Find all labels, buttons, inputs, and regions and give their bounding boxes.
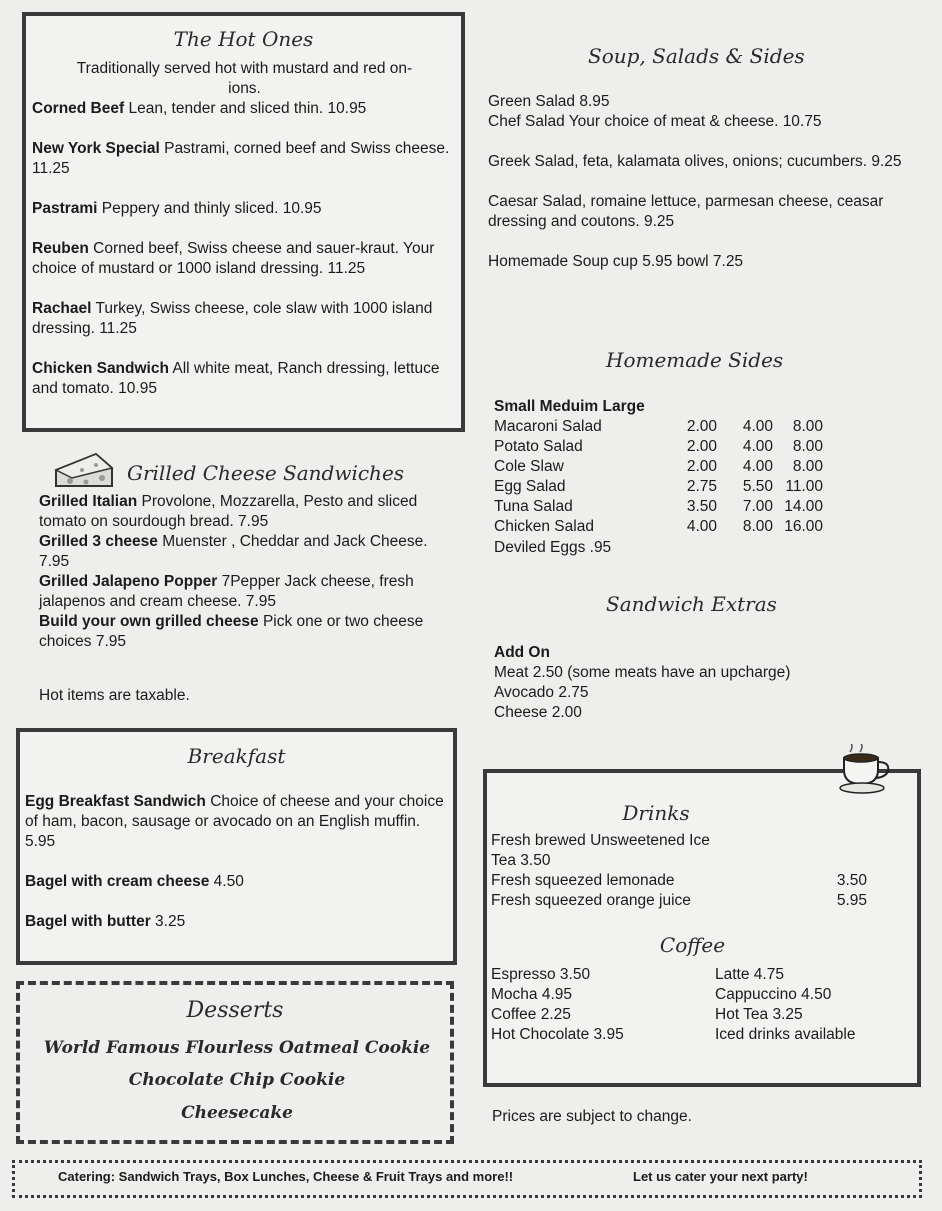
menu-item-new-york-special <box>32 139 452 179</box>
side-price: 4.00 <box>742 438 773 455</box>
sides-row <box>494 477 823 497</box>
hot-ones-intro <box>32 59 457 99</box>
item-name: Reuben <box>32 240 89 257</box>
add-on-label: Add On <box>494 644 550 661</box>
caesar-salad: Caesar Salad, romaine lettuce, parmesan cheese, ceasar dressing and coutons. 9.25 <box>488 193 884 230</box>
coffee-item: Cappuccino 4.50 <box>715 986 832 1003</box>
side-name: Egg Salad <box>494 478 566 495</box>
coffee-item: Espresso 3.50 <box>491 966 591 983</box>
item-desc: Turkey, Swiss cheese, cole slaw with 1000 island dressing. 11.25 <box>32 300 433 337</box>
soups-salads-list <box>488 92 918 272</box>
drink-name: Fresh squeezed lemonade <box>491 872 675 889</box>
item-name: Corned Beef <box>32 100 125 117</box>
deviled-eggs: Deviled Eggs .95 <box>494 539 612 556</box>
greek-salad: Greek Salad, feta, kalamata olives, onions; cucumbers. 9.25 <box>488 153 902 170</box>
side-name: Chicken Salad <box>494 518 594 535</box>
sides-row <box>494 457 823 477</box>
item-desc: Muenster , Cheddar and Jack Cheese. 7.95 <box>39 533 428 570</box>
drink-iced-tea: Fresh brewed Unsweetened Ice <box>491 832 710 849</box>
homemade-sides-title: Homemade Sides <box>606 348 784 372</box>
item-name: Bagel with butter <box>25 913 151 930</box>
side-price: 2.00 <box>686 418 717 435</box>
side-price: 4.00 <box>742 458 773 475</box>
menu-item-bagel-butter <box>25 912 445 932</box>
dessert-oatmeal-cookie: World Famous Flourless Oatmeal Cookie <box>43 1038 431 1058</box>
sides-header <box>494 397 645 417</box>
soups-salads-title: Soup, Salads & Sides <box>588 44 805 68</box>
drink-price: 5.95 <box>836 892 867 909</box>
side-price: 7.00 <box>742 498 773 515</box>
catering-text: Catering: Sandwich Trays, Box Lunches, Cheese & Fruit Trays and more!! <box>58 1169 514 1184</box>
item-name: Chicken Sandwich <box>32 360 169 377</box>
side-price: 2.00 <box>686 438 717 455</box>
item-name: Grilled 3 cheese <box>39 533 158 550</box>
hot-ones-list <box>32 99 452 399</box>
side-price: 2.00 <box>686 458 717 475</box>
coffee-item: Hot Chocolate 3.95 <box>491 1026 624 1043</box>
breakfast-title: Breakfast <box>187 744 286 768</box>
grilled-cheese-list <box>39 492 444 652</box>
hot-ones-title: The Hot Ones <box>173 27 314 51</box>
side-name: Tuna Salad <box>494 498 573 515</box>
item-desc: Choice of cheese and your choice of ham, bacon, sausage or avocado on an English muffin. 5.95 <box>25 793 444 850</box>
side-price: 4.00 <box>686 518 717 535</box>
hot-ones-intro-line-2: ions. <box>228 80 261 97</box>
prices-note: Prices are subject to change. <box>492 1108 692 1125</box>
item-desc: Corned beef, Swiss cheese and sauer-kraut. Your choice of mustard or 1000 island dressing. 11.25 <box>32 240 435 277</box>
side-price: 4.00 <box>742 418 773 435</box>
sandwich-extras-title: Sandwich Extras <box>606 592 777 616</box>
menu-item-corned-beef <box>32 99 452 119</box>
drink-iced-tea-price: Tea 3.50 <box>491 852 551 869</box>
item-desc: Pick one or two cheese choices 7.95 <box>39 613 424 650</box>
drink-name: Fresh squeezed orange juice <box>491 892 691 909</box>
sides-row <box>494 437 823 457</box>
item-name: Build your own grilled cheese <box>39 613 259 630</box>
chef-salad: Chef Salad Your choice of meat & cheese. 10.75 <box>488 113 822 130</box>
menu-item-egg-breakfast-sandwich <box>25 792 445 852</box>
extra-meat: Meat 2.50 (some meats have an upcharge) <box>494 664 791 681</box>
item-desc: Peppery and thinly sliced. 10.95 <box>97 200 322 217</box>
breakfast-list <box>25 792 445 932</box>
dessert-chocolate-chip-cookie: Chocolate Chip Cookie <box>128 1070 346 1090</box>
item-name: Pastrami <box>32 200 98 217</box>
extra-cheese: Cheese 2.00 <box>494 704 582 721</box>
coffee-cup-icon <box>838 744 896 796</box>
hot-ones-intro-line-1: Traditionally served hot with mustard and red on- <box>76 60 413 77</box>
side-price: 8.00 <box>792 458 823 475</box>
coffee-item: Coffee 2.25 <box>491 1006 571 1023</box>
item-desc: Provolone, Mozzarella, Pesto and sliced tomato on sourdough bread. 7.95 <box>39 493 418 530</box>
side-price: 16.00 <box>784 518 823 535</box>
dessert-cheesecake: Cheesecake <box>181 1103 293 1123</box>
sides-size-header: Small Meduim Large <box>494 398 645 415</box>
coffee-item: Iced drinks available <box>715 1026 856 1043</box>
item-desc: Lean, tender and sliced thin. 10.95 <box>124 100 367 117</box>
sides-row <box>494 517 823 537</box>
side-price: 5.50 <box>742 478 773 495</box>
item-desc: 7Pepper Jack cheese, fresh jalapenos and cream cheese. 7.95 <box>39 573 414 610</box>
coffee-item: Hot Tea 3.25 <box>715 1006 803 1023</box>
menu-item-reuben <box>32 239 452 279</box>
taxable-note: Hot items are taxable. <box>39 687 190 704</box>
drink-orange-juice <box>491 891 867 911</box>
green-salad: Green Salad 8.95 <box>488 93 610 110</box>
item-desc: 3.25 <box>150 913 186 930</box>
sides-row <box>494 417 823 437</box>
menu-item-pastrami <box>32 199 452 219</box>
side-name: Potato Salad <box>494 438 583 455</box>
item-desc: All white meat, Ranch dressing, lettuce and tomato. 10.95 <box>32 360 440 397</box>
menu-item-rachael <box>32 299 452 339</box>
coffee-left-list <box>491 965 701 1045</box>
menu-item-grilled-italian <box>39 492 444 532</box>
side-price: 14.00 <box>784 498 823 515</box>
item-name: Egg Breakfast Sandwich <box>25 793 206 810</box>
sides-table <box>494 417 823 537</box>
extra-avocado: Avocado 2.75 <box>494 684 589 701</box>
cheese-wedge-icon <box>52 448 116 492</box>
menu-item-build-your-own <box>39 612 444 652</box>
side-price: 8.00 <box>792 418 823 435</box>
item-desc: 4.50 <box>209 873 244 890</box>
sides-row <box>494 497 823 517</box>
coffee-right-list <box>715 965 915 1045</box>
grilled-cheese-title: Grilled Cheese Sandwiches <box>127 461 405 485</box>
coffee-title: Coffee <box>659 933 726 957</box>
menu-item-grilled-jalapeno-popper <box>39 572 444 612</box>
drink-price: 3.50 <box>836 872 867 889</box>
side-name: Cole Slaw <box>494 458 564 475</box>
item-name: Rachael <box>32 300 92 317</box>
drinks-list <box>491 831 867 911</box>
side-price: 8.00 <box>742 518 773 535</box>
menu-item-grilled-3-cheese <box>39 532 444 572</box>
side-price: 8.00 <box>792 438 823 455</box>
side-name: Macaroni Salad <box>494 418 602 435</box>
item-name: Bagel with cream cheese <box>25 873 210 890</box>
homemade-soup: Homemade Soup cup 5.95 bowl 7.25 <box>488 253 744 270</box>
drinks-title: Drinks <box>622 801 690 825</box>
coffee-item: Latte 4.75 <box>715 966 784 983</box>
side-price: 3.50 <box>686 498 717 515</box>
side-price: 2.75 <box>686 478 717 495</box>
item-name: New York Special <box>32 140 160 157</box>
menu-item-bagel-cream-cheese <box>25 872 445 892</box>
extras-list <box>494 643 914 723</box>
catering-cta: Let us cater your next party! <box>633 1169 808 1184</box>
item-name: Grilled Italian <box>39 493 138 510</box>
coffee-item: Mocha 4.95 <box>491 986 572 1003</box>
desserts-title: Desserts <box>186 998 284 1023</box>
menu-item-chicken-sandwich <box>32 359 452 399</box>
item-desc: Pastrami, corned beef and Swiss cheese. 11.25 <box>32 140 450 177</box>
drink-lemonade <box>491 871 867 891</box>
item-name: Grilled Jalapeno Popper <box>39 573 218 590</box>
side-price: 11.00 <box>785 478 823 495</box>
